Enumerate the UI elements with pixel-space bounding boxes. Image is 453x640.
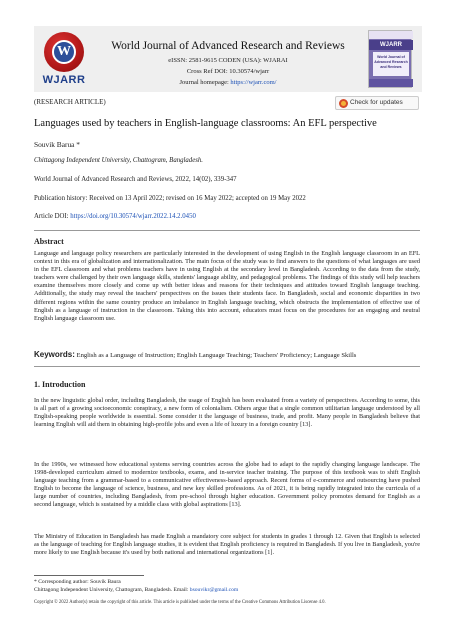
paragraph: In the 1990s, we witnessed how educational systems serving countries across the globe had to adapt to the rapidly changing language landscape. The 1998-developed curriculum aimed to modernize textbooks, exams, and in-service teacher training. The purpose of this textbook was to shift English language teaching from a grammar-based to a communicative effectiveness-based approach. Recent forms of e-commerce and outsourcing have pushed English to become the language of science, business, and new key skilled professions. As of 2021, it is being rapidly integrated into the curricula of a large number of countries, including Bangladesh, from pre-school through higher education. Government policy promotes demand for English as a second language, which is sustained by a middle class with global aspirations [13]. bbox=[34, 461, 420, 509]
doi-label: Article DOI: bbox=[34, 213, 71, 220]
homepage-link[interactable]: https://wjarr.com/ bbox=[230, 79, 277, 86]
doi-link[interactable]: https://doi.org/10.30574/wjarr.2022.14.2.0450 bbox=[70, 213, 196, 220]
journal-title: World Journal of Advanced Research and Reviews bbox=[111, 40, 345, 52]
paragraph: The Ministry of Education in Bangladesh has made English a mandatory core subject for students in grades 1 through 12. Given that English is selected as the language of teaching for English language studies, it is evident that English proficiency is required in Bangladesh. If you live in Bangladesh, you're more likely to use English because it's used by both national and international organizations [1]. bbox=[34, 533, 420, 557]
homepage-label: Journal homepage: bbox=[179, 79, 231, 86]
paragraph: In the new linguistic global order, including Bangladesh, the usage of English has been evaluated from a variety of perspectives. According to some, this is all part of a growing socioeconomic conspiracy, a new form of colonialism. Others argue that a single common utilitarian language understood by all English-speaking people worldwide is essential. Some consider it the language of business, trade, and profit. Many people in Bangladesh believe that learning English will aid them in obtaining high-profile jobs and even a life of luxury in a foreign country [13]. bbox=[34, 397, 420, 429]
homepage-line bbox=[34, 79, 422, 86]
abstract-heading: Abstract bbox=[34, 237, 64, 246]
corresponding-author: * Corresponding author: Souvik Baura bbox=[34, 579, 121, 585]
divider bbox=[34, 366, 420, 367]
issn-line: eISSN: 2581-9615 CODEN (USA): WJARAI bbox=[168, 57, 288, 64]
footnote bbox=[34, 578, 420, 594]
logo-text: WJARR bbox=[42, 74, 86, 86]
section-heading-introduction: 1. Introduction bbox=[34, 380, 86, 389]
author-name: Souvik Barua * bbox=[34, 140, 80, 149]
keywords bbox=[34, 350, 420, 359]
copyright-notice: Copyright © 2022 Author(s) retain the copyright of this article. This article is published under the terms of the Creative Commons Attribution Liscense 4.0. bbox=[34, 600, 326, 605]
crossref-line: Cross Ref DOI: 10.30574/wjarr bbox=[186, 68, 270, 75]
article-doi bbox=[34, 213, 196, 220]
logo-emblem-icon bbox=[44, 32, 84, 72]
keywords-text: English as a Language of Instruction; English Language Teaching; Teachers' Proficiency; Language Skills bbox=[74, 352, 357, 359]
citation: World Journal of Advanced Research and Reviews, 2022, 14(02), 339-347 bbox=[34, 176, 237, 183]
paper-title: Languages used by teachers in English-language classrooms: An EFL perspective bbox=[34, 118, 377, 129]
check-updates-icon bbox=[339, 99, 348, 108]
author-address bbox=[34, 586, 420, 594]
article-type: (RESEARCH ARTICLE) bbox=[34, 98, 106, 106]
check-updates-button[interactable] bbox=[335, 96, 419, 110]
journal-header bbox=[34, 26, 422, 92]
check-updates-label: Check for updates bbox=[350, 99, 403, 106]
cover-band: WJARR bbox=[369, 40, 413, 50]
cover-title: World Journal of Advanced Research and Reviews bbox=[373, 52, 409, 76]
footnote-divider bbox=[34, 575, 144, 576]
keywords-label: Keywords: bbox=[34, 350, 75, 359]
email-link[interactable]: bsouvikr@gmail.com bbox=[189, 587, 239, 593]
journal-cover-image bbox=[368, 30, 412, 88]
publication-history: Publication history: Received on 13 April 2022; revised on 16 May 2022; accepted on 19 May 2022 bbox=[34, 195, 306, 202]
logo-letter: W bbox=[52, 40, 76, 64]
abstract-body: Language and language policy researchers are particularly interested in the development of using English in the English language classroom in an EFL context in this era of globalization and internationalization. The main focus of the study was to find answers to the questions of what languages are used in the EFL classroom and what problems teachers have in using English at the secondary level in Bangladesh. According to the data from the study, teachers were challenged by their own language skills, students' language ability, and pedagogical problems. The findings of this study will help teachers examine themselves more closely and come up with better ideas and reasons for their techniques and attitudes toward English language teaching. Additionally, the study may reveal the teachers' perspectives on the issues their students face. In Bangladesh, social and economic disparities in two different regions within the same country produce an imbalance in English language teaching, which obstructs the implementation of effective use of English as a language of instruction in the classroom. Taking this into account, educators must focus on the procedures for an engaging and neutral English language classroom use. bbox=[34, 250, 420, 322]
author-affiliation: Chittagong Independent University, Chattogram, Bangladesh. bbox=[34, 157, 203, 164]
address-text: Chittagong Independent University, Chattogram, Bangladesh. Email: bbox=[34, 587, 190, 593]
divider bbox=[34, 230, 420, 231]
